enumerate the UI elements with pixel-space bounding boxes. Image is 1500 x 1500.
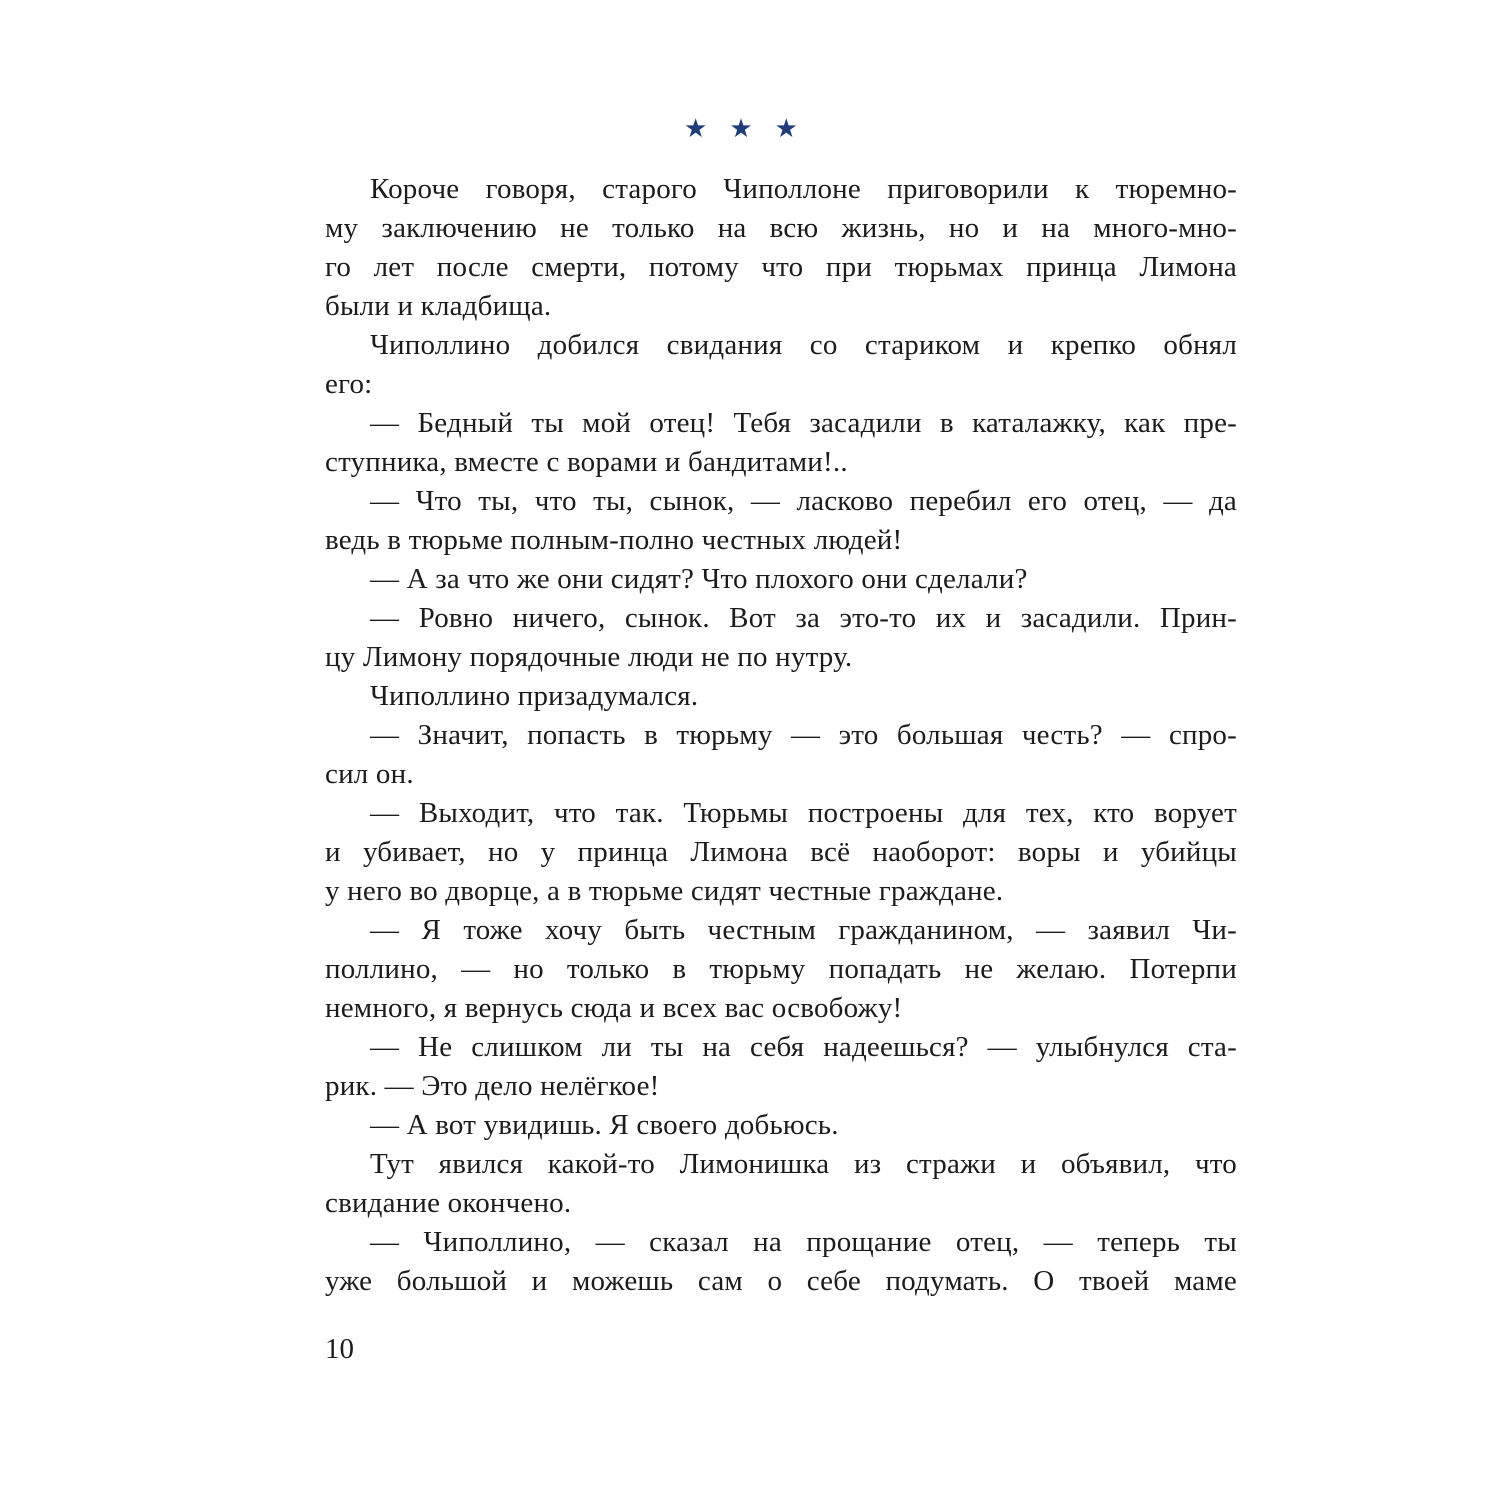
text-line: рик. — Это дело нелёгкое! bbox=[325, 1070, 660, 1102]
text-line: — Я тоже хочу быть честным гражданином, — заявил Чи- bbox=[370, 914, 1237, 946]
text-line: — Не слишком ли ты на себя надеешься? — улыбнулся ста- bbox=[370, 1031, 1237, 1063]
text-line: го лет после смерти, потому что при тюрьмах принца Лимона bbox=[325, 251, 1237, 283]
text-line: — А вот увидишь. Я своего добьюсь. bbox=[370, 1109, 839, 1141]
text-line: уже большой и можешь сам о себе подумать. О твоей маме bbox=[325, 1265, 1237, 1297]
text-line: му заключению не только на всю жизнь, но и на много-мно- bbox=[325, 212, 1237, 244]
text-line: Тут явился какой-то Лимонишка из стражи и объявил, что bbox=[370, 1148, 1237, 1180]
text-line: и убивает, но у принца Лимона всё наоборот: воры и убийцы bbox=[325, 836, 1237, 868]
text-line: — Ровно ничего, сынок. Вот за это-то их и засадили. Прин- bbox=[370, 602, 1237, 634]
text-line: — Что ты, что ты, сынок, — ласково перебил его отец, — да bbox=[370, 485, 1237, 517]
text-line: — Выходит, что так. Тюрьмы построены для тех, кто ворует bbox=[370, 797, 1237, 829]
text-line: — Чиполлино, — сказал на прощание отец, — теперь ты bbox=[370, 1226, 1237, 1258]
star-icon: ★ bbox=[774, 114, 816, 144]
text-line: немного, я вернусь сюда и всех вас освобожу! bbox=[325, 992, 903, 1024]
text-line: Чиполлино призадумался. bbox=[370, 680, 699, 712]
body-text bbox=[325, 170, 1237, 1301]
star-icon: ★ bbox=[729, 114, 771, 144]
star-icon: ★ bbox=[684, 114, 726, 144]
text-line: цу Лимону порядочные люди не по нутру. bbox=[325, 641, 853, 673]
text-line: — Бедный ты мой отец! Тебя засадили в каталажку, как пре- bbox=[370, 407, 1237, 439]
text-line: поллино, — но только в тюрьму попадать не желаю. Потерпи bbox=[325, 953, 1237, 985]
text-line: — А за что же они сидят? Что плохого они сделали? bbox=[370, 563, 1028, 595]
text-line: его: bbox=[325, 368, 373, 400]
text-line: Короче говоря, старого Чиполлоне приговорили к тюремно- bbox=[370, 173, 1237, 205]
text-line: были и кладбища. bbox=[325, 290, 552, 322]
text-line: — Значит, попасть в тюрьму — это большая честь? — спро- bbox=[370, 719, 1237, 751]
text-line: Чиполлино добился свидания со стариком и крепко обнял bbox=[370, 329, 1237, 361]
page-number: 10 bbox=[325, 1333, 354, 1365]
text-line: ступника, вместе с ворами и бандитами!.. bbox=[325, 446, 848, 478]
text-line: у него во дворце, а в тюрьме сидят честные граждане. bbox=[325, 875, 1004, 907]
text-line: ведь в тюрьме полным-полно честных людей! bbox=[325, 524, 903, 556]
text-line: сил он. bbox=[325, 758, 414, 790]
section-divider bbox=[0, 112, 1500, 146]
text-line: свидание окончено. bbox=[325, 1187, 572, 1219]
